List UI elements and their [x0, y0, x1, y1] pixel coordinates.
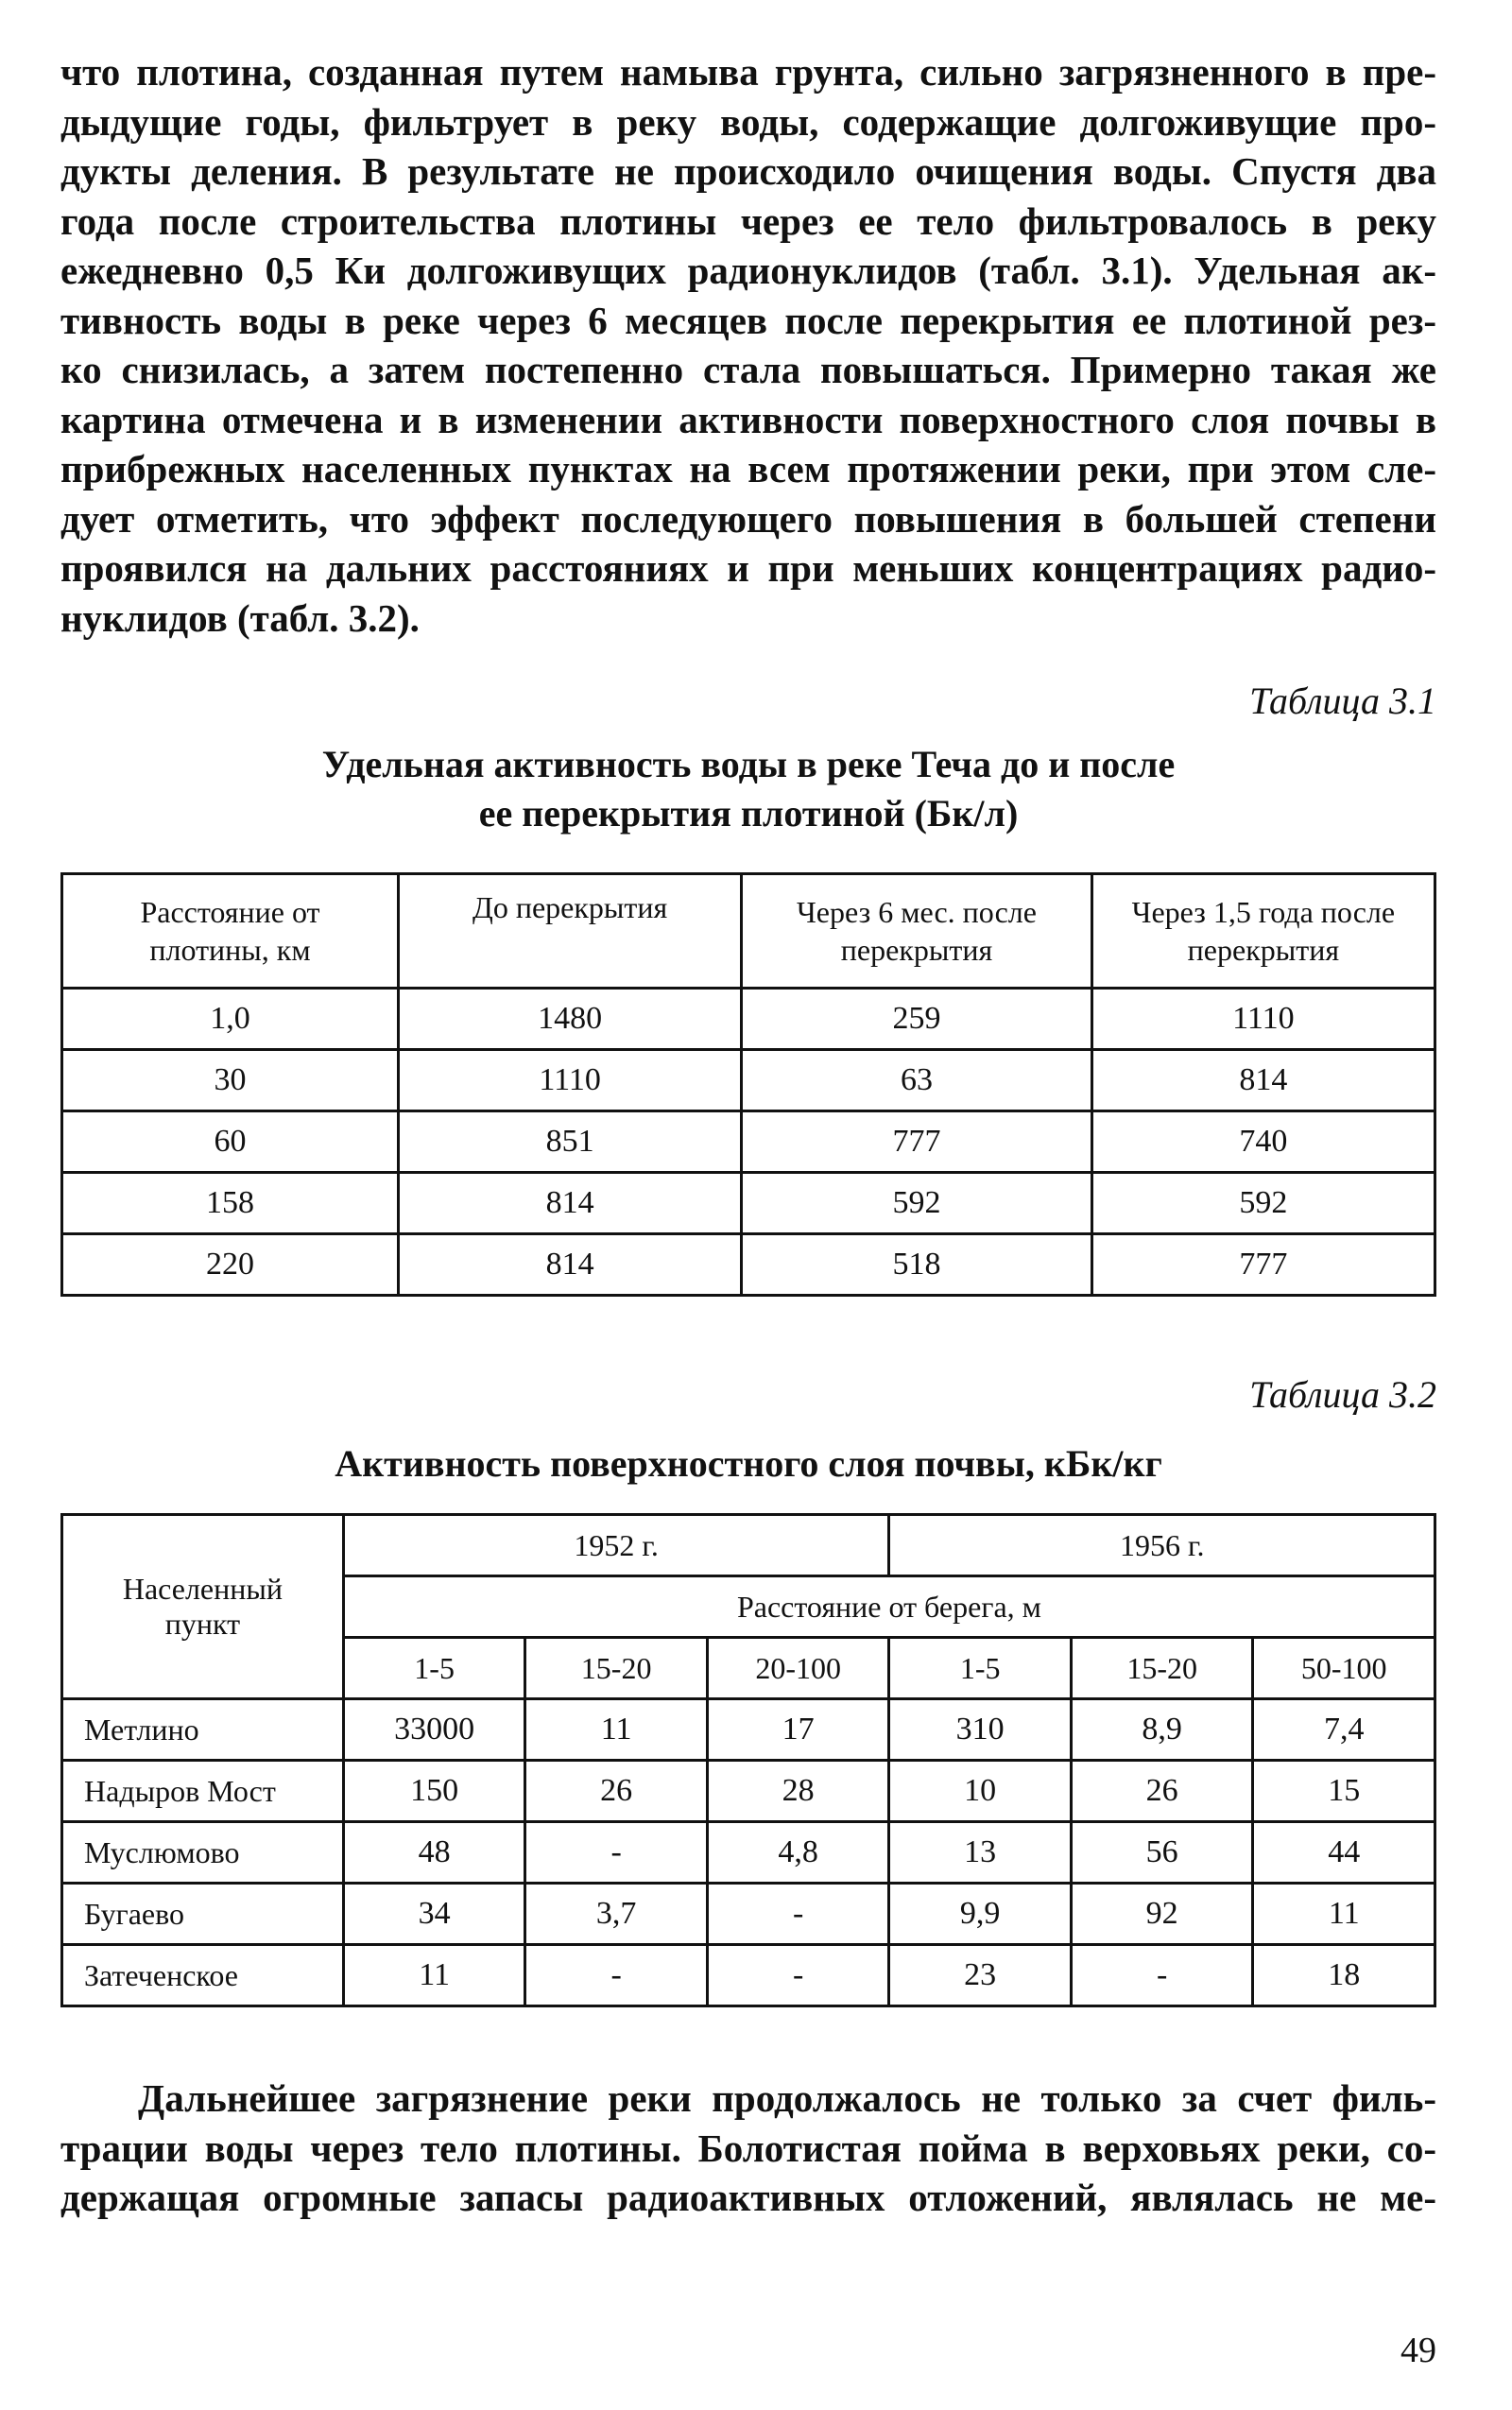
table-cell: 814 [398, 1234, 741, 1296]
table-cell: 310 [889, 1699, 1072, 1761]
table-cell: 28 [707, 1761, 889, 1822]
text-line: дыдущие годы, фильтрует в реку воды, содержащие долгоживущие про- [60, 99, 1436, 144]
table-row [62, 1173, 1435, 1234]
table1-title-line2: ее перекрытия плотиной (Бк/л) [478, 792, 1019, 835]
table-cell: 17 [707, 1699, 889, 1761]
table1 [60, 872, 1436, 1297]
table-row [62, 1111, 1435, 1173]
table-cell: - [525, 1945, 708, 2006]
text-line: дукты деления. В результате не происходило очищения воды. Спустя два [60, 149, 1436, 193]
table2-subheader-cell: 15-20 [525, 1638, 708, 1699]
table-cell: 7,4 [1253, 1699, 1435, 1761]
table2-subheader-cell: 1-5 [889, 1638, 1072, 1699]
table-cell: - [707, 1884, 889, 1945]
table2-label: Таблица 3.2 [1249, 1373, 1436, 1416]
table-cell: 11 [1253, 1884, 1435, 1945]
table-cell: 777 [742, 1111, 1092, 1173]
table-cell: Метлино [62, 1699, 344, 1761]
table1-header-cell: До перекрытия [398, 874, 741, 989]
table-row [62, 989, 1435, 1050]
table-cell: 259 [742, 989, 1092, 1050]
table-cell: Надыров Мост [62, 1761, 344, 1822]
table-cell: 9,9 [889, 1884, 1072, 1945]
text-line: прибрежных населенных пунктах на всем протяжении реки, при этом сле- [60, 447, 1436, 491]
table-row [62, 1699, 1435, 1761]
table2 [60, 1513, 1436, 2007]
table-cell: 158 [62, 1173, 399, 1234]
table-cell: 23 [889, 1945, 1072, 2006]
table-cell: 34 [343, 1884, 525, 1945]
table1-label: Таблица 3.1 [1249, 680, 1436, 722]
table-cell: Затеченское [62, 1945, 344, 2006]
table1-header-cell: Через 6 мес. после перекрытия [742, 874, 1092, 989]
table-cell: 18 [1253, 1945, 1435, 2006]
page [60, 47, 1436, 2223]
table-row [62, 1234, 1435, 1296]
text-line: проявился на дальних расстояниях и при меньших концентрациях радио- [60, 546, 1436, 590]
text-line: ко снизилась, а затем постепенно стала повышаться. Примерно такая же [60, 348, 1436, 391]
table1-title [60, 740, 1436, 838]
table-cell: 1480 [398, 989, 741, 1050]
table2-corner-cell: Населенный пункт [62, 1515, 344, 1699]
table1-header-row [62, 874, 1435, 989]
table1-header-cell: Через 1,5 года после перекрытия [1091, 874, 1435, 989]
table-cell: 30 [62, 1050, 399, 1111]
table2-subheader-cell: 1-5 [343, 1638, 525, 1699]
table-row [62, 1945, 1435, 2006]
table1-title-line1: Удельная активность воды в реке Теча до и после [321, 743, 1176, 785]
table-cell: 11 [525, 1699, 708, 1761]
table-cell: 60 [62, 1111, 399, 1173]
table-cell: 592 [1091, 1173, 1435, 1234]
table2-year-cell: 1952 г. [343, 1515, 889, 1576]
outro-paragraph [60, 2074, 1436, 2223]
table-cell: 92 [1071, 1884, 1253, 1945]
table-cell: Муслюмово [62, 1822, 344, 1884]
table-cell: - [1071, 1945, 1253, 2006]
table-cell: 1110 [398, 1050, 741, 1111]
text-line: трации воды через тело плотины. Болотистая пойма в верховьях реки, со- [60, 2126, 1436, 2170]
table-cell: 150 [343, 1761, 525, 1822]
text-line: держащая огромные запасы радиоактивных отложений, являлась не ме- [60, 2176, 1436, 2219]
table-cell: 518 [742, 1234, 1092, 1296]
table-cell: 3,7 [525, 1884, 708, 1945]
table-cell: 220 [62, 1234, 399, 1296]
text-line: ежедневно 0,5 Ки долгоживущих радионуклидов (табл. 3.1). Удельная ак- [60, 249, 1436, 292]
table-cell: 26 [1071, 1761, 1253, 1822]
text-line: нуклидов (табл. 3.2). [60, 595, 420, 640]
text-line: что плотина, созданная путем намыва грунта, сильно загрязненного в пре- [60, 50, 1436, 94]
table-cell: 10 [889, 1761, 1072, 1822]
page-number: 49 [1400, 2331, 1436, 2370]
text-line: тивность воды в реке через 6 месяцев после перекрытия ее плотиной рез- [60, 298, 1436, 342]
table-cell: 63 [742, 1050, 1092, 1111]
table-row [62, 1822, 1435, 1884]
table-cell: 592 [742, 1173, 1092, 1234]
table-cell: - [707, 1945, 889, 2006]
table-cell: 26 [525, 1761, 708, 1822]
table-cell: 4,8 [707, 1822, 889, 1884]
table2-year-cell: 1956 г. [889, 1515, 1435, 1576]
table-cell: 33000 [343, 1699, 525, 1761]
table-cell: 740 [1091, 1111, 1435, 1173]
table-cell: 56 [1071, 1822, 1253, 1884]
intro-paragraph [60, 47, 1436, 643]
text-line: картина отмечена и в изменении активности поверхностного слоя почвы в [60, 397, 1436, 441]
table2-subheader-cell: 20-100 [707, 1638, 889, 1699]
table-cell: 44 [1253, 1822, 1435, 1884]
text-line: Дальнейшее загрязнение реки продолжалось не только за счет филь- [138, 2076, 1436, 2120]
table-cell: 1110 [1091, 989, 1435, 1050]
table-cell: 777 [1091, 1234, 1435, 1296]
table-cell: 48 [343, 1822, 525, 1884]
table-cell: 1,0 [62, 989, 399, 1050]
table-cell: 15 [1253, 1761, 1435, 1822]
table2-title: Активность поверхностного слоя почвы, кБк/кг [335, 1442, 1162, 1485]
table-row [62, 1884, 1435, 1945]
table-row [62, 1050, 1435, 1111]
text-line: года после строительства плотины через ее тело фильтровалось в реку [60, 198, 1436, 243]
table-cell: 851 [398, 1111, 741, 1173]
table2-distance-header: Расстояние от берега, м [343, 1576, 1435, 1638]
table-cell: - [525, 1822, 708, 1884]
table-row [62, 1761, 1435, 1822]
table1-header-cell: Расстояние от плотины, км [62, 874, 399, 989]
table2-subheader-cell: 15-20 [1071, 1638, 1253, 1699]
text-line: дует отметить, что эффект последующего повышения в большей степени [60, 496, 1436, 541]
table-cell: Бугаево [62, 1884, 344, 1945]
table-cell: 814 [1091, 1050, 1435, 1111]
table-cell: 814 [398, 1173, 741, 1234]
table-cell: 8,9 [1071, 1699, 1253, 1761]
table-cell: 13 [889, 1822, 1072, 1884]
table2-subheader-cell: 50-100 [1253, 1638, 1435, 1699]
table2-year-row [62, 1515, 1435, 1576]
table-cell: 11 [343, 1945, 525, 2006]
